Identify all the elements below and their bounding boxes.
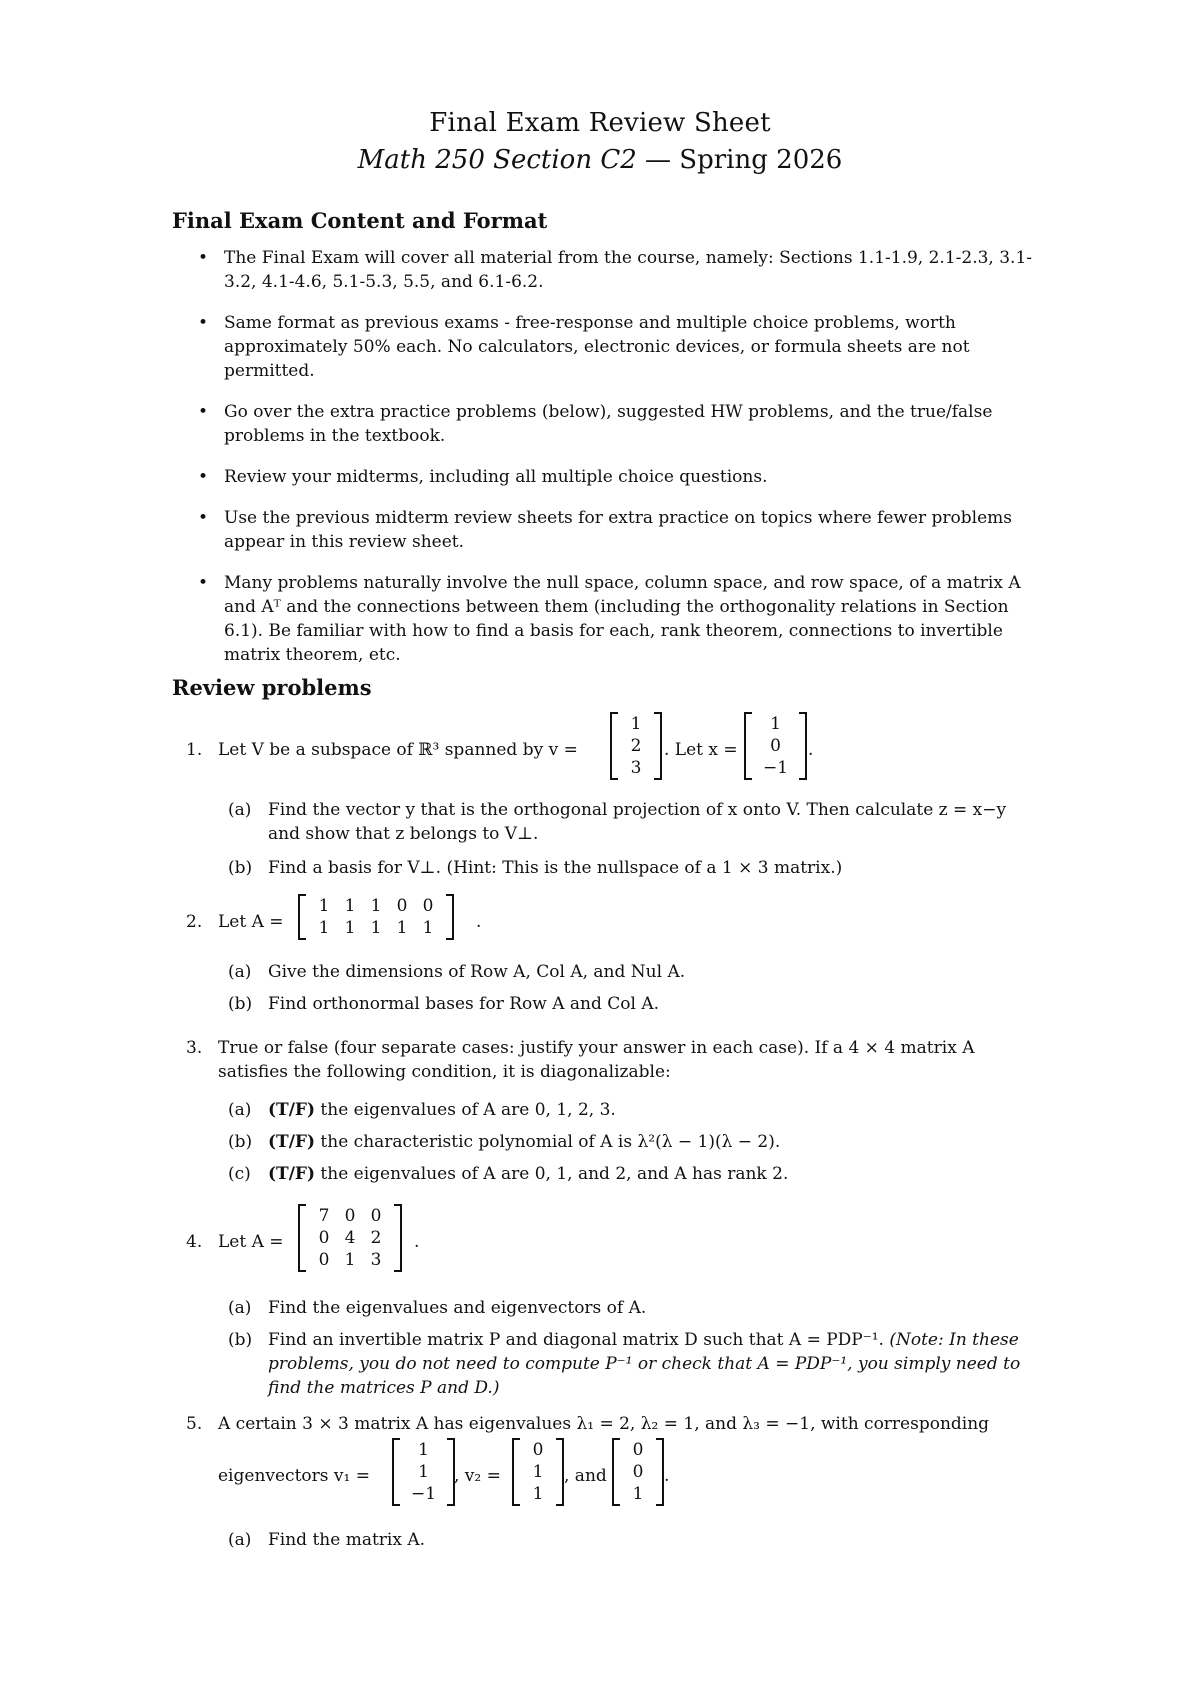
bullet-item: • Many problems naturally involve the null space, column space, and row space, of a matrix A and Aᵀ and the connections between them (including the orthogonality relations in Section 6.1). Be familiar with how to find a basis for each, rank theorem, connections to invertible matrix theorem, etc. bbox=[198, 573, 1021, 665]
problem-3: 3. True or false (four separate cases: justify your answer in each case). If a 4 × 4 matrix A satisfies the following condition, it is diagonalizable: bbox=[186, 1038, 975, 1082]
term: — Spring 2026 bbox=[645, 145, 843, 175]
bullet-item: • Use the previous midterm review sheets for extra practice on topics where fewer problems appear in this review sheet. bbox=[198, 508, 1013, 552]
course-name: Math 250 Section C2 bbox=[357, 145, 637, 175]
page-subtitle bbox=[0, 145, 1200, 175]
format-bullet-list bbox=[196, 246, 1038, 684]
vector-v: 1 2 3 bbox=[606, 712, 666, 780]
vector-v3: 0 0 1 bbox=[608, 1438, 668, 1506]
problem-2: 2. Let A = 1 1 1 0 0 1 1 1 1 1 . bbox=[186, 896, 482, 938]
bullet-item: • Same format as previous exams - free-response and multiple choice problems, worth approximately 50% each. No calculators, electronic devices, or formula sheets are not permitted. bbox=[198, 313, 970, 381]
problem-4b: (b) Find an invertible matrix P and diagonal matrix D such that A = PDP⁻¹. (Note: In these problems, you do not need to compute P⁻¹ or check that A = PDP⁻¹, you simply need to find the matrices P and D.) bbox=[228, 1330, 1021, 1398]
bullet-item: • Review your midterms, including all multiple choice questions. bbox=[198, 467, 768, 487]
matrix-A-3x3: 7 0 0 0 4 2 0 1 3 bbox=[294, 1204, 406, 1272]
problem-5: 5. A certain 3 × 3 matrix A has eigenvalues λ₁ = 2, λ₂ = 1, and λ₃ = −1, with corresponding eigenvectors v₁ = 1 1 −1 , v₂ = 0 1 1 , and 0 0 1 . bbox=[186, 1414, 990, 1504]
problem-4: 4. Let A = 7 0 0 0 4 2 0 1 3 . bbox=[186, 1206, 420, 1270]
vector-v2: 0 1 1 bbox=[508, 1438, 568, 1506]
section-heading-review: Review problems bbox=[172, 675, 372, 700]
vector-v1: 1 1 −1 bbox=[388, 1438, 459, 1506]
document-page: Final Exam Review Sheet Math 250 Section C2 — Spring 2026 Final Exam Content and Format • The Final Exam will cover all material from the course, namely: Sections 1.1-1.9, 2.1-2.3, 3.1-3.2, 4.1-4.6, 5.1-5.3, 5.5, and 6.1-6.2. • Same format as previous exams - free-response and multiple choice problems, worth approximately 50% each. No calculators, electronic devices, or formula sheets are not permitted. • Go over the extra practice problems (below), suggested HW problems, and the true/false problems in the textbook. • Review your midterms, including all multiple choice questions. • Use the previous midterm review sheets for extra practice on topics where fewer problems appear in this review sheet. • Many problems naturally involve the null space, column space, and row space, of a matrix A and Aᵀ and the connections between them (including the orthogonality relations in Section 6.1). Be familiar with how to find a basis for each, rank theorem, connections to invertible matrix theorem, etc. Review problems 1. Let V be a subspace of ℝ³ spanned by v = 1 2 3 . Let x = 1 0 −1 . (a) Find the vector y that is the orthogonal projection of x onto V. Then calculate z = x−y and show that z belongs to V⊥. (b) Find a basis for V⊥. (Hint: This is the nullspace of a 1 × 3 matrix.) 2. Let A = 1 1 1 0 0 1 1 1 1 1 . (a) Give the dimensions of Row A, Col A, and Nul A. (b) Find orthonormal bases for Row A and Col A. 3. True or false (four separate cases: justify your answer in each case). If a 4 × 4 matrix A satisfies the following condition, it is diagonalizable: (a) (T/F) the eigenvalues of A are 0, 1, 2, 3. (b) (T/F) the characteristic polynomial of A is λ²(λ − 1)(λ − 2). (c) (T/F) the eigenvalues of A are 0, 1, and 2, and A has rank 2. 4. Let A = 7 0 0 0 4 2 0 1 3 . (a) Find the eigenvalues and eigenvectors of A. (b) Find an invertible matrix P and diagonal matrix D such that A = PDP⁻¹. (Note: In these problems, you do not need to compute P⁻¹ or check that A = PDP⁻¹, you simply need to find the matrices P and D.) 5. A certain 3 × 3 matrix A has eigenvalues λ₁ = 2, λ₂ = 1, and λ₃ = −1, with corresponding eigenvectors v₁ = 1 1 −1 , v₂ = 0 1 1 , and 0 0 1 . (a) Find the matrix A. bbox=[0, 0, 1200, 1696]
matrix-A-2x5: 1 1 1 0 0 1 1 1 1 1 bbox=[294, 894, 458, 940]
vector-x: 1 0 −1 bbox=[740, 712, 811, 780]
problem-1b: (b) Find a basis for V⊥. (Hint: This is the nullspace of a 1 × 3 matrix.) bbox=[228, 858, 843, 878]
page-title: Final Exam Review Sheet bbox=[429, 108, 771, 138]
problem-1: 1. Let V be a subspace of ℝ³ spanned by v = 1 2 3 . Let x = 1 0 −1 . bbox=[186, 714, 814, 778]
bullet-item: • Go over the extra practice problems (below), suggested HW problems, and the true/false problems in the textbook. bbox=[198, 402, 993, 446]
problem-1a: (a) Find the vector y that is the orthogonal projection of x onto V. Then calculate z = x−y and show that z belongs to V⊥. bbox=[228, 800, 1007, 844]
bullet-item: • The Final Exam will cover all material from the course, namely: Sections 1.1-1.9, 2.1-2.3, 3.1-3.2, 4.1-4.6, 5.1-5.3, 5.5, and 6.1-6.2. bbox=[198, 248, 1032, 292]
section-heading-format: Final Exam Content and Format bbox=[172, 208, 548, 233]
